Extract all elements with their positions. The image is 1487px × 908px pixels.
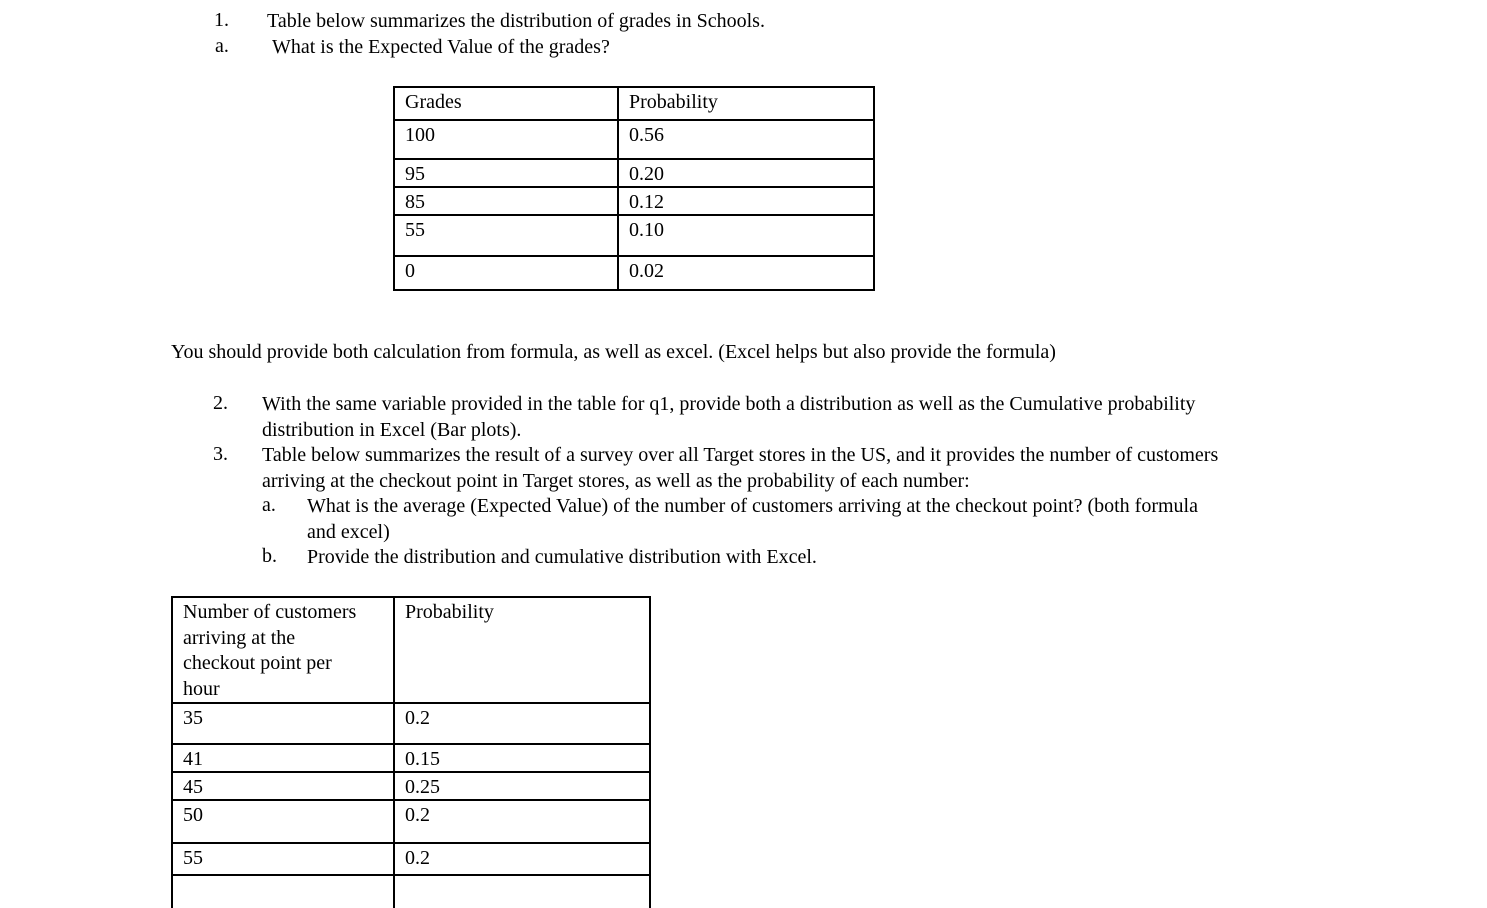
table-cell: 0.15 [394, 744, 650, 772]
question-2-number: 2. [213, 392, 228, 414]
grades-column-header: Grades [394, 87, 618, 120]
table-cell: 35 [172, 703, 394, 744]
table-cell: 45 [172, 772, 394, 800]
note-paragraph: You should provide both calculation from formula, as well as excel. (Excel helps but also provide the formula) [171, 341, 1056, 363]
table-row [394, 187, 874, 215]
table-cell: 41 [172, 744, 394, 772]
probability-column-header: Probability [618, 87, 874, 120]
question-3-number: 3. [213, 443, 228, 465]
question-2-line-1: With the same variable provided in the table for q1, provide both a distribution as well as the Cumulative probability [262, 393, 1196, 415]
question-2 [213, 392, 1195, 443]
table-cell [172, 875, 394, 908]
question-2-text [262, 392, 1195, 443]
question-3 [213, 443, 1218, 494]
question-3b-marker: b. [262, 545, 277, 567]
table-row [394, 159, 874, 187]
grades-table [393, 86, 875, 291]
question-1a-text: What is the Expected Value of the grades? [272, 36, 610, 58]
table-cell: 0.2 [394, 843, 650, 875]
table-cell: 0.20 [618, 159, 874, 187]
table-cell: 0.10 [618, 215, 874, 256]
table-cell: 50 [172, 800, 394, 843]
table-cell: 0.2 [394, 800, 650, 843]
question-3-line-1: Table below summarizes the result of a survey over all Target stores in the US, and it provides the number of customers [262, 444, 1219, 466]
table-row [172, 703, 650, 744]
table-row [394, 215, 874, 256]
table-row [394, 120, 874, 159]
table-row [172, 800, 650, 843]
question-3-text [262, 443, 1218, 494]
table-cell: 0.25 [394, 772, 650, 800]
customers-table [171, 596, 651, 908]
question-3a-text [307, 494, 1198, 545]
table-cell: 100 [394, 120, 618, 159]
question-1 [214, 9, 765, 35]
question-3b-text: Provide the distribution and cumulative distribution with Excel. [307, 546, 817, 568]
table-cell: 0 [394, 256, 618, 290]
question-3a [262, 494, 1198, 545]
table-row-empty [172, 875, 650, 908]
probability-column-header: Probability [394, 597, 650, 703]
question-1-text: Table below summarizes the distribution of grades in Schools. [267, 10, 765, 32]
customers-column-header [172, 597, 394, 703]
table-cell: 0.12 [618, 187, 874, 215]
table-cell: 0.2 [394, 703, 650, 744]
table-row [172, 744, 650, 772]
customers-column-header-lines: Number of customers arriving at the checkout point per hour [183, 601, 357, 700]
question-3a-line-1: What is the average (Expected Value) of the number of customers arriving at the checkout point? (both formula [307, 495, 1198, 517]
table-cell: 0.56 [618, 120, 874, 159]
table-cell [394, 875, 650, 908]
question-3a-line-2: and excel) [307, 520, 390, 543]
question-3a-marker: a. [262, 494, 276, 516]
question-3-line-2: arriving at the checkout point in Target stores, as well as the probability of each number: [262, 469, 970, 492]
question-1a [215, 35, 610, 61]
table-cell: 0.02 [618, 256, 874, 290]
table-row [172, 772, 650, 800]
table-cell: 55 [394, 215, 618, 256]
question-3b [262, 545, 817, 571]
table-row [172, 843, 650, 875]
table-cell: 85 [394, 187, 618, 215]
question-1-number: 1. [214, 9, 229, 31]
question-1a-marker: a. [215, 35, 229, 57]
customers-table-header-row [172, 597, 650, 703]
table-cell: 95 [394, 159, 618, 187]
table-cell: 55 [172, 843, 394, 875]
table-row [394, 256, 874, 290]
grades-table-header-row [394, 87, 874, 120]
question-2-line-2: distribution in Excel (Bar plots). [262, 418, 522, 441]
